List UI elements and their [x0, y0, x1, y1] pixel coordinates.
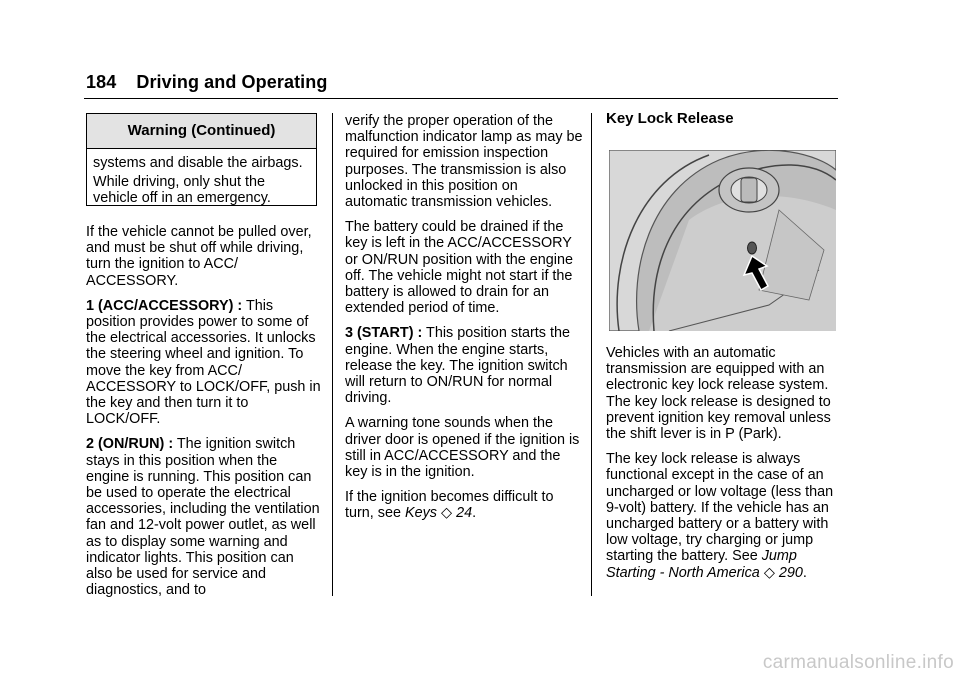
paragraph [345, 325, 583, 406]
column-divider-1 [332, 113, 333, 596]
page-number: 184 [86, 72, 117, 92]
column-1 [86, 224, 324, 607]
paragraph-text: This position starts the engine. When the engine starts, release the key. The ignition switch will return to ON/RUN for normal driving. [345, 325, 571, 407]
cross-reference-link[interactable]: Jump Starting - North America [606, 548, 797, 581]
warning-box [86, 113, 317, 206]
paragraph: A warning tone sounds when the driver door is opened if the ignition is still in ACC/ACCESSORY and the key is in the ignition. [345, 415, 580, 481]
page-reference[interactable]: 24 [456, 505, 473, 522]
paragraph [345, 489, 583, 521]
term-label: 2 (ON/RUN) : [86, 436, 174, 453]
paragraph [86, 298, 324, 428]
paragraph-text: The ignition switch stays in this position when the engine is running. This position can be used to operate the electrical accessories, including the ventilation fan and 12-volt power outlet, as well as to display some warning and indicator lights. This position can also be used for service and diagnostics, and to [86, 436, 320, 599]
column-2 [345, 113, 583, 531]
paragraph [86, 436, 324, 598]
paragraph-text: The key lock release is always functional except in the case of an uncharged or low voltage (less than 9-volt) battery. If the vehicle has an uncharged battery or a battery with low voltage, try charging or jump starting the battery. See [606, 451, 834, 565]
paragraph [606, 451, 838, 581]
term-label: 1 (ACC/ACCESSORY) : [86, 297, 243, 314]
warning-line: While driving, only shut the vehicle off in an emergency. [93, 174, 271, 207]
paragraph: If the vehicle cannot be pulled over, and must be shut off while driving, turn the ignition to ACC/ ACCESSORY. [86, 224, 312, 289]
warning-title: Warning (Continued) [87, 114, 316, 149]
punctuation: . [472, 505, 477, 522]
term-label: 3 (START) : [345, 325, 423, 342]
steering-column-illustration [609, 150, 836, 331]
warning-body [87, 149, 316, 207]
paragraph: verify the proper operation of the malfunction indicator lamp as may be required for emission inspection purposes. The transmission is also unlocked in this position on automatic transmission vehicles. [345, 113, 583, 211]
paragraph-text: This position provides power to some of the electrical accessories. It unlocks the steering wheel and ignition. To move the key from ACC/ ACCESSORY to LOCK/OFF, push in the key and then turn it to LOCK/OFF. [86, 297, 321, 428]
reference-icon: ◇ [441, 505, 453, 522]
section-heading: Key Lock Release [606, 110, 734, 127]
paragraph: The battery could be drained if the key is left in the ACC/ACCESSORY or ON/RUN position with the engine off. The vehicle might not start if the battery is allowed to drain for an extended period of time. [345, 219, 573, 317]
page-reference[interactable]: 290 [778, 564, 803, 581]
warning-line: systems and disable the airbags. [93, 155, 303, 171]
column-3 [606, 345, 838, 590]
column-divider-2 [591, 113, 592, 596]
watermark: carmanualsonline.info [762, 652, 954, 673]
cross-reference-link[interactable]: Keys [405, 505, 437, 522]
key-lock-release-photo [609, 150, 836, 331]
paragraph-text: If the ignition becomes difficult to turn, see [345, 489, 554, 522]
page-header [86, 72, 327, 93]
header-rule [84, 98, 838, 99]
page-title: Driving and Operating [136, 72, 328, 92]
paragraph: Vehicles with an automatic transmission are equipped with an electronic key lock release system. The key lock release is designed to prevent ignition key removal unless the shift lever is in P (Park). [606, 345, 831, 443]
reference-icon: ◇ [763, 564, 775, 581]
punctuation: . [802, 564, 807, 581]
